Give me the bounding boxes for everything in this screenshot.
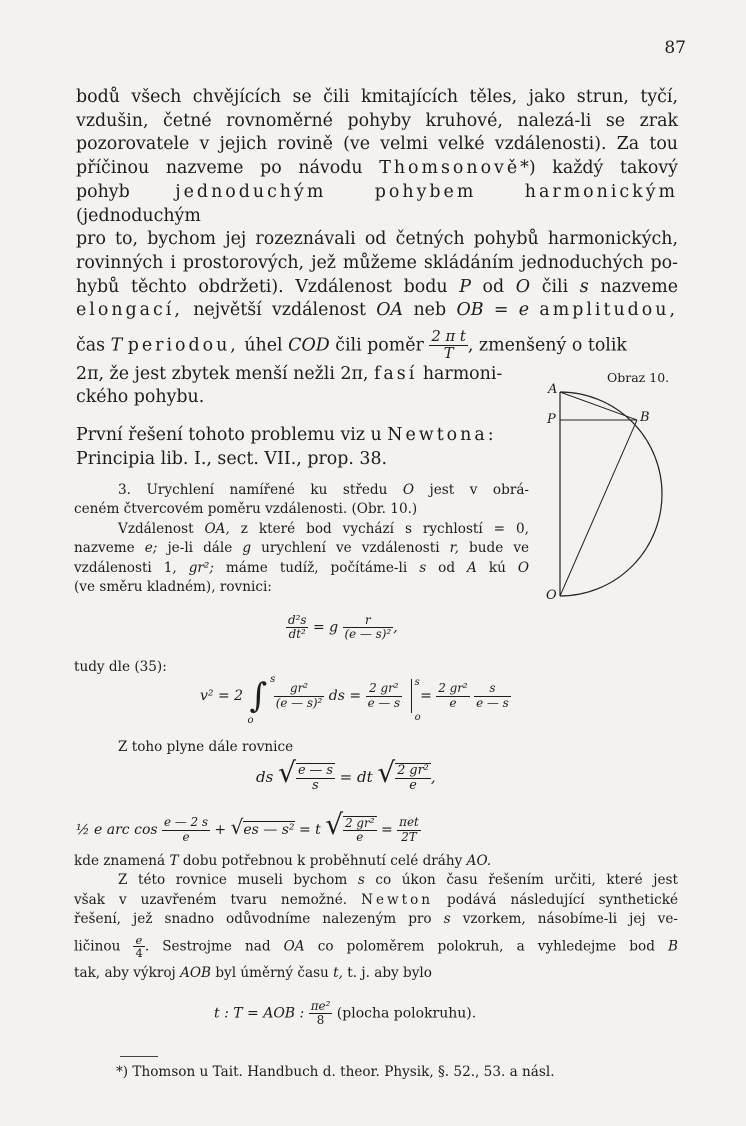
text-line: bodů všech chvějících se čili kmitajících těles, jako strun, tyčí, <box>76 87 678 107</box>
text-line: tak, aby výkroj AOB byl úměrný času t, t. j. aby bylo <box>74 965 432 982</box>
equation-2: v² = 2 ∫ s o $\frac{\text{gr²}}{\text{(e — s)²}}$ ds = $\frac{\text{2 gr²}}{e — s}$ s o = $\frac{\text{2 gr²}}{e}$ $\frac{s}{e — s}$ <box>200 674 509 726</box>
text-line: 3. Urychlení namířené ku středu O jest v obrá- <box>118 482 530 498</box>
equation-4: ½ e arc cos $\frac{e — 2 s}{e}$ + √es — s² = t √ $\frac{\text{2 gr²}}{e}$ = $\frac{\text{πet}}{2T}$ <box>76 808 419 844</box>
text-line: řešení, jež snadno odůvodníme nalezeným pro s vzorkem, násobíme-li jej ve- <box>74 911 678 928</box>
text-line: ckého pohybu. <box>76 387 205 408</box>
text-line: příčinou nazveme po návodu Thomsonově*) každý takový <box>76 158 678 179</box>
text-line: Vzdálenost OA, z které bod vychází s rychlostí = 0, <box>118 520 529 537</box>
text-line: pohyb jednoduchým pohybem harmonickým (jednoduchým <box>76 181 679 226</box>
text-line: Z této rovnice museli bychom s co úkon času řešením určiti, které jest <box>118 872 678 889</box>
label-p: P <box>547 412 556 427</box>
fraction: $\frac{\text{2 π t}}{T}$ <box>431 328 466 363</box>
label-o: O <box>546 588 557 603</box>
text-line: 2π, že jest zbytek menší nežli 2π, fasí harmoni- <box>76 363 503 384</box>
text-line: hybů těchto obdržeti). Vzdálenost bodu P od O čili s nazveme <box>76 276 678 297</box>
evaluation-bar: s o <box>411 679 412 713</box>
lower-text-block <box>74 852 678 983</box>
figure-caption: Obraz 10. <box>607 370 670 385</box>
text-line: čas T periodou, úhel COD čili poměr $\frac{\text{2 π t}}{T}$ , zmenšený o tolik <box>76 328 627 363</box>
paragraph-2 <box>76 424 536 471</box>
text-line: Z toho plyne dále rovnice <box>118 739 294 755</box>
text-line: tudy dle (35): <box>74 659 167 675</box>
text-line: elongací, největší vzdálenost OA neb OB = e amplitudou, <box>76 300 678 321</box>
small-text-block <box>74 481 529 597</box>
text-line: ceném čtvercovém poměru vzdálenosti. (Obr. 10.) <box>74 501 418 518</box>
equation-3: ds √ $\frac{e — s}{s}$ = dt √ $\frac{\text{2 gr²}}{e}$ , <box>256 756 436 793</box>
text-line: (ve směru kladném), rovnici: <box>74 579 272 596</box>
text-line: vzdušin, četné rovnoměrné pohyby kruhové, nalezá-li se zrak <box>76 110 678 131</box>
equation-1: $\frac{\text{d²s}}{\text{dt²}}$ = g $\frac{r}{\text{(e — s)²}}$ , <box>288 613 398 642</box>
semicircle-diagram <box>540 388 680 603</box>
text-line: vzdálenosti 1, gr²; máme tudíž, počítáme-li s od A kú O <box>74 559 529 576</box>
equation-5: t : T = AOB : $\frac{\text{πe²}}{8}$ (plocha polokruhu). <box>214 999 477 1028</box>
text-line: První řešení tohoto problemu viz u Newtona: <box>76 425 497 445</box>
text-line: Principia lib. I., sect. VII., prop. 38. <box>76 448 388 469</box>
text-line: ličinou $\frac{e}{4}$ . Sestrojme nad OA co poloměrem polokruh, a vyhledejme bod B <box>74 932 679 961</box>
footnote-rule <box>120 1056 158 1057</box>
footnote: *) Thomson u Tait. Handbuch d. theor. Physik, §. 52., 53. a násl. <box>116 1064 555 1080</box>
text-line: pro to, bychom jej rozeznávali od četných pohybů harmonických, <box>76 229 678 250</box>
text-line: však v uzavřeném tvaru nemožné. Newton podává následující synthetické <box>74 891 678 908</box>
label-b: B <box>640 410 650 425</box>
text-line: pozorovatele v jejich rovině (ve velmi velké vzdálenosti). Za tou <box>76 134 678 155</box>
text-line: rovinných i prostorových, jež můžeme skládáním jednoduchých po- <box>76 252 678 273</box>
page-number: 87 <box>664 38 686 58</box>
integral-sign: ∫ s o <box>247 674 276 726</box>
label-a: A <box>548 382 558 397</box>
figure-semicircle <box>540 382 680 603</box>
text-line: nazveme e; je-li dále g urychlení ve vzdálenosti r, bude ve <box>74 540 530 557</box>
paragraph-1 <box>76 86 678 410</box>
text-line: kde znamená T dobu potřebnou k proběhnutí celé dráhy AO. <box>74 853 492 869</box>
